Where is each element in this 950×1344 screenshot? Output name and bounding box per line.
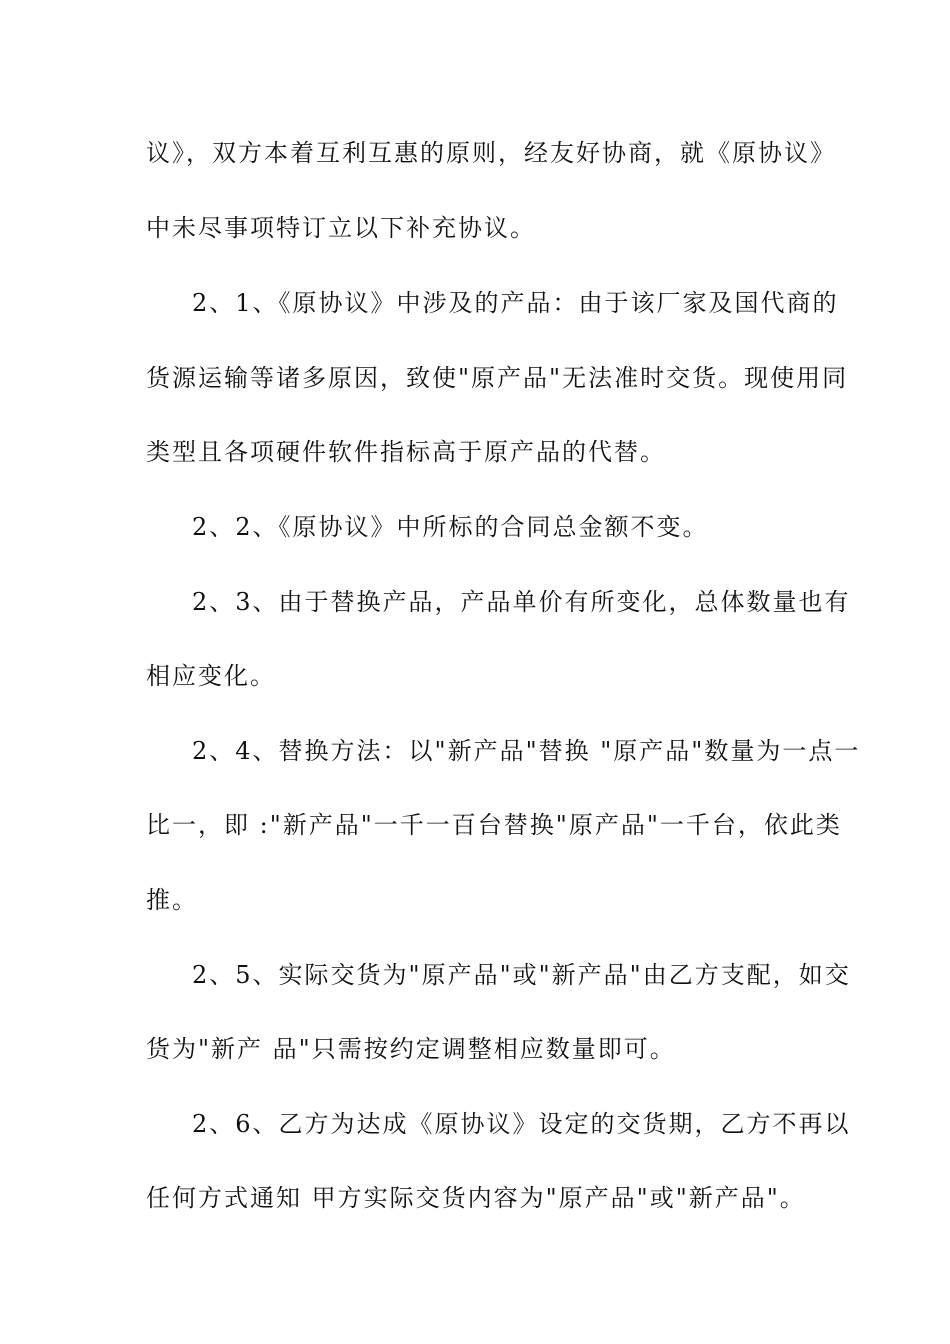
text-line: 推。 — [146, 886, 198, 914]
text-line: 比一，即 :"新产品"一千一百台替换"原产品"一千台，依此类 — [146, 811, 842, 839]
text-line: 货源运输等诸多原因，致使"原产品"无法准时交货。现使用同 — [146, 364, 849, 392]
text-line: 议》，双方本着互利互惠的原则，经友好协商，就《原协议》 — [146, 139, 836, 167]
clause-2-4-line: 2、4、替换方法：以"新产品"替换 "原产品"数量为一点一 — [192, 737, 861, 765]
text-line: 类型且各项硬件软件指标高于原产品的代替。 — [146, 438, 666, 466]
text-line: 中未尽事项特订立以下补充协议。 — [146, 214, 536, 242]
clause-2-1-line: 2、1、《原协议》中涉及的产品：由于该厂家及国代商的 — [192, 289, 839, 317]
clause-2-5-line: 2、5、实际交货为"原产品"或"新产品"由乙方支配，如交 — [192, 961, 851, 989]
text-line: 任何方式通知 甲方实际交货内容为"原产品"或"新产品"。 — [146, 1184, 806, 1212]
text-line: 相应变化。 — [146, 662, 276, 690]
clause-2-6-line: 2、6、乙方为达成《原协议》设定的交货期，乙方不再以 — [192, 1110, 851, 1138]
text-line: 货为"新产 品"只需按约定调整相应数量即可。 — [146, 1035, 676, 1063]
clause-2-3-line: 2、3、由于替换产品，产品单价有所变化，总体数量也有 — [192, 588, 851, 616]
clause-2-2-line: 2、2、《原协议》中所标的合同总金额不变。 — [192, 513, 709, 541]
